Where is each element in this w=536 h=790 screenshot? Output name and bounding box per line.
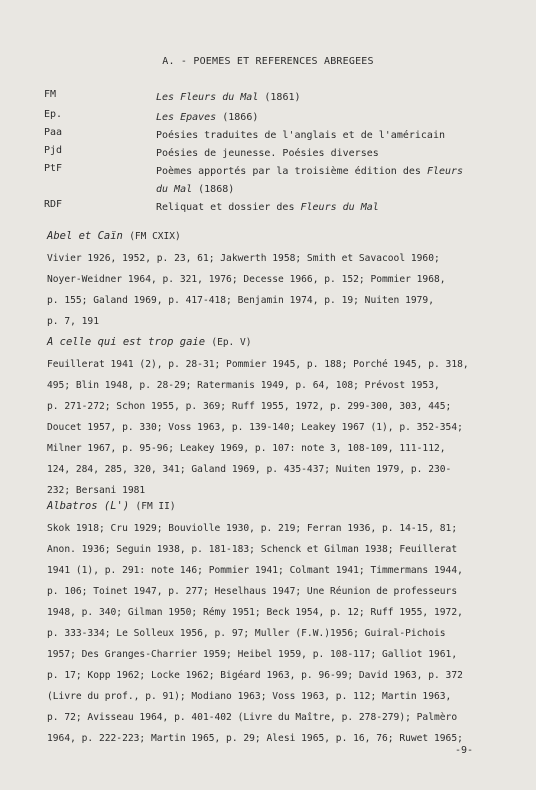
citation-line: p. 7, 191 <box>47 316 99 327</box>
poem-reference: (FM II) <box>135 501 176 512</box>
citation-line: p. 17; Kopp 1962; Locke 1962; Bigéard 1963, p. 96-99; David 1963, p. 372 <box>47 670 463 681</box>
citation-line: 1941 (1), p. 291: note 146; Pommier 1941; Colmant 1941; Timmermans 1944, <box>47 565 463 576</box>
poem-title-text: Abel et Caïn <box>47 230 123 242</box>
description-part: Fleurs du Mal <box>156 166 464 195</box>
description-part: Poésies traduites de l'anglais et de l'américain <box>156 130 445 141</box>
citation-line: p. 333-334; Le Solleux 1956, p. 97; Muller (F.W.)1956; Guiral-Pichois <box>47 628 446 639</box>
poem-title <box>47 500 176 512</box>
description-part: (1868) <box>192 184 235 195</box>
citation-line: 1957; Des Granges-Charrier 1959; Heibel 1959, p. 108-117; Galliot 1961, <box>47 649 458 660</box>
abbreviation-description <box>156 145 476 163</box>
poem-reference: (Ep. V) <box>211 337 252 348</box>
description-part: Fleurs du Mal <box>300 202 379 213</box>
poem-title-text: A celle qui est trop gaie <box>47 336 206 348</box>
abbreviation-code: Ep. <box>44 109 63 120</box>
citation-line: 1964, p. 222-223; Martin 1965, p. 29; Alesi 1965, p. 16, 76; Ruwet 1965; <box>47 733 463 744</box>
poem-title-text: Albatros (L') <box>47 500 130 512</box>
description-part: (1866) <box>216 112 259 123</box>
description-part: Poèmes apportés par la troisième édition des <box>156 166 427 177</box>
citation-line: p. 72; Avisseau 1964, p. 401-402 (Livre du Maître, p. 278-279); Palmèro <box>47 712 458 723</box>
citation-line: p. 271-272; Schon 1955, p. 369; Ruff 1955, 1972, p. 299-300, 303, 445; <box>47 401 452 412</box>
abbreviation-code: FM <box>44 89 57 100</box>
abbreviation-description <box>156 89 476 107</box>
description-part: (1861) <box>258 92 301 103</box>
poem-reference: (FM CXIX) <box>129 231 181 242</box>
citation-line: Doucet 1957, p. 330; Voss 1963, p. 139-140; Leakey 1967 (1), p. 352-354; <box>47 422 463 433</box>
description-part: Les Fleurs du Mal <box>156 92 259 103</box>
abbreviation-code: PtF <box>44 163 63 174</box>
citation-line: 232; Bersani 1981 <box>47 485 146 496</box>
citation-line: Vivier 1926, 1952, p. 23, 61; Jakwerth 1958; Smith et Savacool 1960; <box>47 253 440 264</box>
citation-line: Feuillerat 1941 (2), p. 28-31; Pommier 1945, p. 188; Porché 1945, p. 318, <box>47 359 469 370</box>
poem-title <box>47 336 251 348</box>
citation-line: (Livre du prof., p. 91); Modiano 1963; Voss 1963, p. 112; Martin 1963, <box>47 691 452 702</box>
abbreviation-code: Paa <box>44 127 63 138</box>
abbreviation-code: RDF <box>44 199 63 210</box>
citation-line: 495; Blin 1948, p. 28-29; Ratermanis 1949, p. 64, 108; Prévost 1953, <box>47 380 440 391</box>
citation-line: Noyer-Weidner 1964, p. 321, 1976; Decesse 1966, p. 152; Pommier 1968, <box>47 274 446 285</box>
citation-line: Anon. 1936; Seguin 1938, p. 181-183; Schenck et Gilman 1938; Feuillerat <box>47 544 458 555</box>
citation-line: p. 155; Galand 1969, p. 417-418; Benjamin 1974, p. 19; Nuiten 1979, <box>47 295 434 306</box>
poem-title <box>47 230 181 242</box>
citation-line: p. 106; Toinet 1947, p. 277; Heselhaus 1947; Une Réunion de professeurs <box>47 586 458 597</box>
abbreviation-code: Pjd <box>44 145 63 156</box>
citation-line: 1948, p. 340; Gilman 1950; Rémy 1951; Beck 1954, p. 12; Ruff 1955, 1972, <box>47 607 463 618</box>
abbreviation-description <box>156 199 476 217</box>
description-part: Les Epaves <box>156 112 217 123</box>
description-part: Poésies de jeunesse. Poésies diverses <box>156 148 379 159</box>
abbreviation-description <box>156 109 476 127</box>
abbreviation-description <box>156 163 476 199</box>
page-number: -9- <box>455 745 474 756</box>
citation-line: Milner 1967, p. 95-96; Leakey 1969, p. 107: note 3, 108-109, 111-112, <box>47 443 446 454</box>
citation-line: Skok 1918; Cru 1929; Bouviolle 1930, p. 219; Ferran 1936, p. 14-15, 81; <box>47 523 458 534</box>
citation-line: 124, 284, 285, 320, 341; Galand 1969, p. 435-437; Nuiten 1979, p. 230- <box>47 464 452 475</box>
description-part: Reliquat et dossier des <box>156 202 301 213</box>
section-heading: A. - POEMES ET REFERENCES ABREGEES <box>162 56 374 67</box>
abbreviation-description <box>156 127 476 145</box>
